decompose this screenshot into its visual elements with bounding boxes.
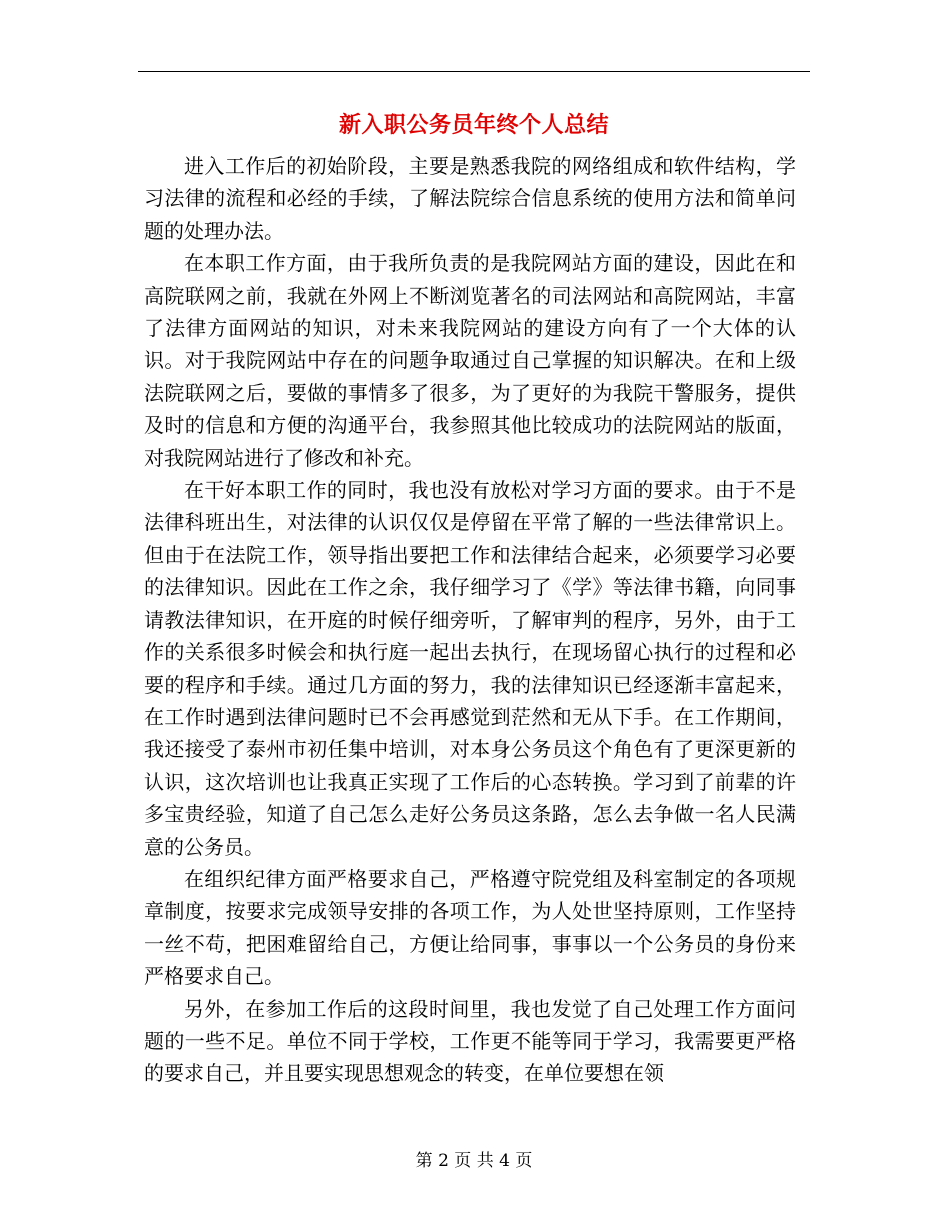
header-rule [138,71,810,72]
page-number: 第 2 页 共 4 页 [415,1151,533,1171]
paragraph: 在本职工作方面，由于我所负责的是我院网站方面的建设，因此在和高院联网之前，我就在外网上不断浏览著名的司法网站和高院网站，丰富了法律方面网站的知识，对未来我院网站的建设方向有了一个大体的认识。对于我院网站中存在的问题争取通过自己掌握的知识解决。在和上级法院联网之后，要做的事情多了很多，为了更好的为我院干警服务，提供及时的信息和方便的沟通平台，我参照其他比较成功的法院网站的版面，对我院网站进行了修改和补充。 [144,251,796,470]
paragraph: 进入工作后的初始阶段，主要是熟悉我院的网络组成和软件结构，学习法律的流程和必经的手续，了解法院综合信息系统的使用方法和简单问题的处理办法。 [144,154,796,243]
paragraph: 在干好本职工作的同时，我也没有放松对学习方面的要求。由于不是法律科班出生，对法律的认识仅仅是停留在平常了解的一些法律常识上。但由于在法院工作，领导指出要把工作和法律结合起来，必须要学习必要的法律知识。因此在工作之余，我仔细学习了《学》等法律书籍，向同事请教法律知识，在开庭的时候仔细旁听，了解审判的程序，另外，由于工作的关系很多时候会和执行庭一起出去执行，在现场留心执行的过程和必要的程序和手续。通过几方面的努力，我的法律知识已经逐渐丰富起来，在工作时遇到法律问题时已不会再感觉到茫然和无从下手。在工作期间，我还接受了泰州市初任集中培训，对本身公务员这个角色有了更深更新的认识，这次培训也让我真正实现了工作后的心态转换。学习到了前辈的许多宝贵经验，知道了自己怎么走好公务员这条路，怎么去争做一名人民满意的公务员。 [144,478,796,859]
document-title: 新入职公务员年终个人总结 [338,112,609,138]
paragraph: 另外，在参加工作后的这段时间里，我也发觉了自己处理工作方面问题的一些不足。单位不同于学校，工作更不能等同于学习，我需要更严格的要求自己，并且要实现思想观念的转变，在单位要想在领 [144,996,796,1086]
paragraph: 在组织纪律方面严格要求自己，严格遵守院党组及科室制定的各项规章制度，按要求完成领导安排的各项工作，为人处世坚持原则，工作坚持一丝不苟，把困难留给自己，方便让给同事，事事以一个公务员的身份来严格要求自己。 [144,866,796,989]
document-body [144,150,796,1090]
